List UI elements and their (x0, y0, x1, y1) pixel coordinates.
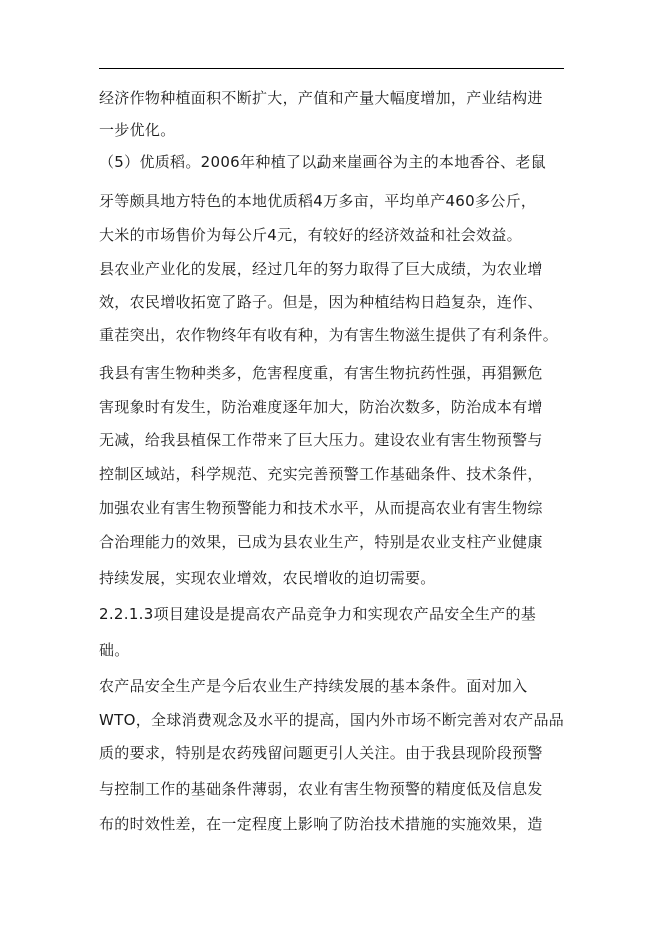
text-line: 牙等颇具地方特色的本地优质稻4万多亩，平均单产460多公斤， (99, 192, 537, 210)
text-line: 加强农业有害生物预警能力和技术水平，从而提高农业有害生物综 (99, 499, 543, 517)
text-line: 农产品安全生产是今后农业生产持续发展的基本条件。面对加入 (99, 677, 528, 695)
text-line: 县农业产业化的发展，经过几年的努力取得了巨大成绩，为农业增 (99, 260, 543, 278)
text-line: 我县有害生物种类多，危害程度重，有害生物抗药性强，再猖獗危 (99, 364, 543, 382)
header-rule (99, 68, 564, 69)
text-line: 经济作物种植面积不断扩大，产值和产量大幅度增加，产业结构进 (99, 89, 543, 107)
text-line: WTO，全球消费观念及水平的提高，国内外市场不断完善对农产品品 (99, 711, 565, 729)
text-line: 重茬突出，农作物终年有收有种，为有害生物滋生提供了有利条件。 (99, 326, 559, 344)
text-line: 与控制工作的基础条件薄弱，农业有害生物预警的精度低及信息发 (99, 780, 543, 798)
text-line: 持续发展，实现农业增效，农民增收的迫切需要。 (99, 569, 436, 587)
text-line: 害现象时有发生，防治难度逐年加大，防治次数多，防治成本有增 (99, 398, 543, 416)
text-line: 布的时效性差，在一定程度上影响了防治技术措施的实施效果，造 (99, 815, 543, 833)
text-line: 无减，给我县植保工作带来了巨大压力。建设农业有害生物预警与 (99, 431, 543, 449)
text-line: 合治理能力的效果，已成为县农业生产，特别是农业支柱产业健康 (99, 533, 543, 551)
text-line: 控制区域站，科学规范、充实完善预警工作基础条件、技术条件， (99, 465, 543, 483)
text-line: 效，农民增收拓宽了路子。但是，因为种植结构日趋复杂，连作、 (99, 293, 543, 311)
text-line: 础。 (99, 641, 130, 659)
text-line: 质的要求，特别是农药残留问题更引人关注。由于我县现阶段预警 (99, 744, 543, 762)
text-line: （5）优质稻。2006年种植了以勐来崖画谷为主的本地香谷、老鼠 (99, 153, 547, 171)
text-line: 大米的市场售价为每公斤4元，有较好的经济效益和社会效益。 (99, 226, 522, 244)
text-line: 一步优化。 (99, 121, 176, 139)
text-line: 2.2.1.3项目建设是提高农产品竞争力和实现农产品安全生产的基 (99, 605, 537, 623)
